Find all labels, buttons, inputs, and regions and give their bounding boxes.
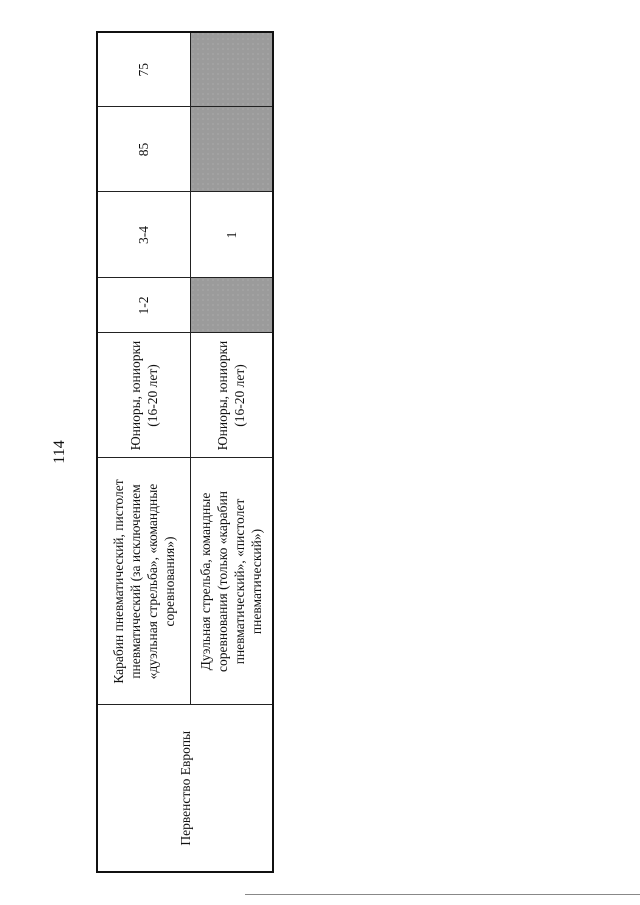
- discipline-cell: Дуэльная стрельба, командные соревнования (только «карабин пневматический», «пистолет пневматический»): [190, 458, 273, 705]
- place-3-4-cell: 1: [190, 192, 273, 278]
- bottom-rule-line: [245, 894, 640, 895]
- place-3-4-cell: 3-4: [97, 192, 190, 278]
- score-b-cell: 75: [97, 32, 190, 107]
- rotated-table-container: [96, 33, 272, 873]
- shaded-cell: [190, 278, 273, 333]
- ranking-table: [96, 31, 274, 873]
- competition-cell: Первенство Европы: [97, 705, 273, 872]
- table-row: [97, 32, 190, 872]
- shaded-cell: [190, 107, 273, 192]
- score-a-cell: 85: [97, 107, 190, 192]
- discipline-cell: Карабин пневматический, пистолет пневматический (за исключением «дуэльная стрельба», «командные соревнования»): [97, 458, 190, 705]
- shaded-cell: [190, 32, 273, 107]
- age-group-cell: Юниоры, юниорки (16-20 лет): [97, 333, 190, 458]
- page-number: 114: [51, 440, 68, 464]
- age-group-cell: Юниоры, юниорки (16-20 лет): [190, 333, 273, 458]
- place-1-2-cell: 1-2: [97, 278, 190, 333]
